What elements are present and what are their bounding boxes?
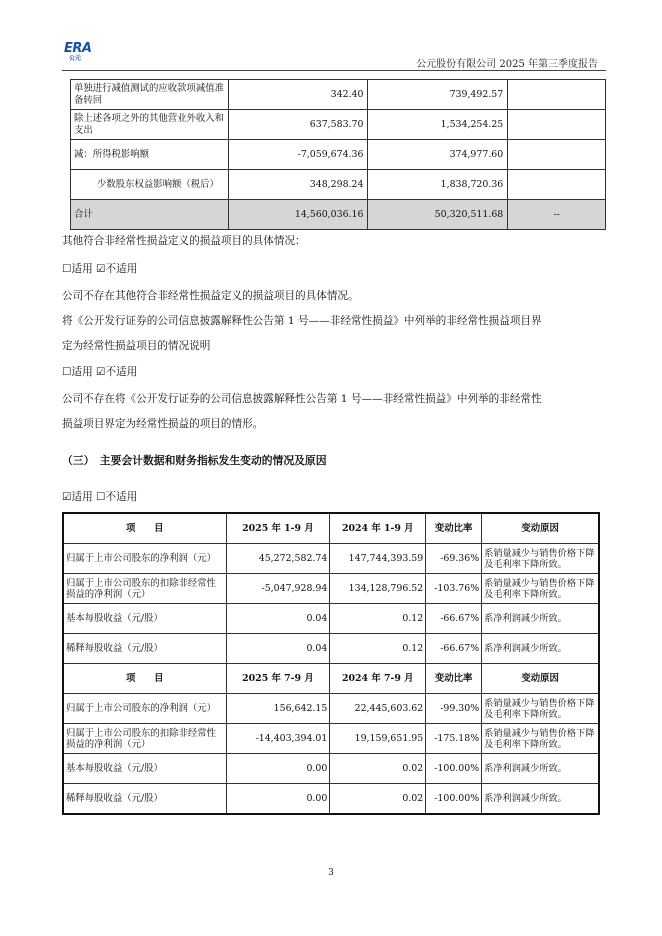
change-ratio: -66.67% [426,604,482,634]
change-ratio: -103.76% [426,574,482,604]
current-value: -5,047,928.94 [226,574,330,604]
current-value: 0.04 [226,604,330,634]
current-value: 156,642.15 [226,694,330,724]
table-row [71,80,606,110]
row-label: 单独进行减值测试的应收款项减值准备转回 [71,80,229,110]
header-reason: 变动原因 [482,664,599,694]
paragraph-no-other-items: 公司不存在其他符合非经常性损益定义的损益项目的具体情况。 [62,290,359,302]
row-label: 减：所得税影响额 [71,140,229,170]
row-label: 归属于上市公司股东的净利润（元） [63,544,226,574]
note-cell [508,170,606,200]
change-ratio: -100.00% [426,754,482,784]
header-current: 2025 年 7-9 月 [226,664,330,694]
table-row [71,110,606,140]
header-reason: 变动原因 [482,513,599,544]
logo-mark: ERA [64,41,92,56]
table-row [63,634,599,664]
row-label: 合计 [71,200,229,230]
note-cell [508,110,606,140]
table-row-total [71,200,606,230]
page-number: 3 [328,868,334,878]
current-period-value: 14,560,036.16 [228,200,368,230]
applicability-checkbox-3: ☑适用 ☐不适用 [62,491,138,503]
current-period-value: 637,583.70 [228,110,368,140]
current-period-value: -7,059,674.36 [228,140,368,170]
header-current: 2025 年 1-9 月 [226,513,330,544]
current-value: 0.00 [226,754,330,784]
header-ratio: 变动比率 [426,664,482,694]
row-label: 基本每股收益（元/股） [63,604,226,634]
applicability-checkbox-1: ☐适用 ☑不适用 [62,263,138,275]
previous-value: 134,128,796.52 [330,574,426,604]
row-label: 除上述各项之外的其他营业外收入和支出 [71,110,229,140]
paragraph-no-reclassification-line2: 损益项目界定为经常性损益的项目的情形。 [62,418,264,430]
note-cell [508,140,606,170]
row-label: 归属于上市公司股东的扣除非经常性损益的净利润（元） [63,724,226,754]
note-cell [508,80,606,110]
change-reason: 系净利润减少所致。 [482,784,599,815]
ytd-value: 1,838,720.36 [368,170,508,200]
current-value: 0.00 [226,784,330,815]
change-reason: 系净利润减少所致。 [482,754,599,784]
non-recurring-items-table [70,79,606,230]
row-label: 少数股东权益影响额（税后） [71,170,229,200]
table-row [71,170,606,200]
header-ratio: 变动比率 [426,513,482,544]
change-reason: 系销量减少与销售价格下降及毛利率下降所致。 [482,724,599,754]
row-label: 归属于上市公司股东的扣除非经常性损益的净利润（元） [63,574,226,604]
section-title: （三） 主要会计数据和财务指标发生变动的情况及原因 [62,454,327,467]
header-item: 项 目 [63,664,226,694]
applicability-checkbox-2: ☐适用 ☑不适用 [62,366,138,378]
table-row [63,694,599,724]
header-divider [62,70,606,71]
change-reason: 系销量减少与销售价格下降及毛利率下降所致。 [482,694,599,724]
current-value: 45,272,582.74 [226,544,330,574]
current-period-value: 342.40 [228,80,368,110]
row-label: 稀释每股收益（元/股） [63,634,226,664]
current-value: 0.04 [226,634,330,664]
ytd-value: 374,977.60 [368,140,508,170]
current-value: -14,403,394.01 [226,724,330,754]
current-period-value: 348,298.24 [228,170,368,200]
company-logo [64,42,96,62]
paragraph-other-items: 其他符合非经常性损益定义的损益项目的具体情况： [62,235,306,247]
header-item: 项 目 [63,513,226,544]
table-row [63,604,599,634]
paragraph-no-reclassification-line1: 公司不存在将《公开发行证券的公司信息披露解释性公告第 1 号——非经常性损益》中列举的非经常性 [62,393,542,405]
change-ratio: -100.00% [426,784,482,815]
table-row [63,724,599,754]
table-row [63,754,599,784]
previous-value: 147,744,393.59 [330,544,426,574]
ytd-value: 739,492.57 [368,80,508,110]
row-label: 基本每股收益（元/股） [63,754,226,784]
previous-value: 19,159,651.95 [330,724,426,754]
change-reason: 系销量减少与销售价格下降及毛利率下降所致。 [482,544,599,574]
previous-value: 0.02 [330,784,426,815]
report-header-title: 公元股份有限公司 2025 年第三季度报告 [416,59,598,70]
key-indicators-table [62,512,600,815]
table-row [71,140,606,170]
change-ratio: -99.30% [426,694,482,724]
paragraph-reclassification-line2: 定为经常性损益项目的情况说明 [62,340,211,352]
ytd-value: 1,534,254.25 [368,110,508,140]
change-ratio: -66.67% [426,634,482,664]
table-row [63,784,599,815]
table-header-row [63,664,599,694]
header-previous: 2024 年 7-9 月 [330,664,426,694]
row-label: 归属于上市公司股东的净利润（元） [63,694,226,724]
previous-value: 0.12 [330,604,426,634]
change-reason: 系净利润减少所致。 [482,604,599,634]
table-header-row [63,513,599,544]
table-row [63,544,599,574]
header-previous: 2024 年 1-9 月 [330,513,426,544]
logo-subtitle: 公元 [68,55,81,62]
ytd-value: 50,320,511.68 [368,200,508,230]
change-reason: 系销量减少与销售价格下降及毛利率下降所致。 [482,574,599,604]
change-ratio: -175.18% [426,724,482,754]
change-reason: 系净利润减少所致。 [482,634,599,664]
previous-value: 0.02 [330,754,426,784]
previous-value: 0.12 [330,634,426,664]
note-cell: -- [508,200,606,230]
paragraph-reclassification-line1: 将《公开发行证券的公司信息披露解释性公告第 1 号——非经常性损益》中列举的非经常性损益项目界 [62,315,542,327]
table-row [63,574,599,604]
previous-value: 22,445,603.62 [330,694,426,724]
change-ratio: -69.36% [426,544,482,574]
row-label: 稀释每股收益（元/股） [63,784,226,815]
